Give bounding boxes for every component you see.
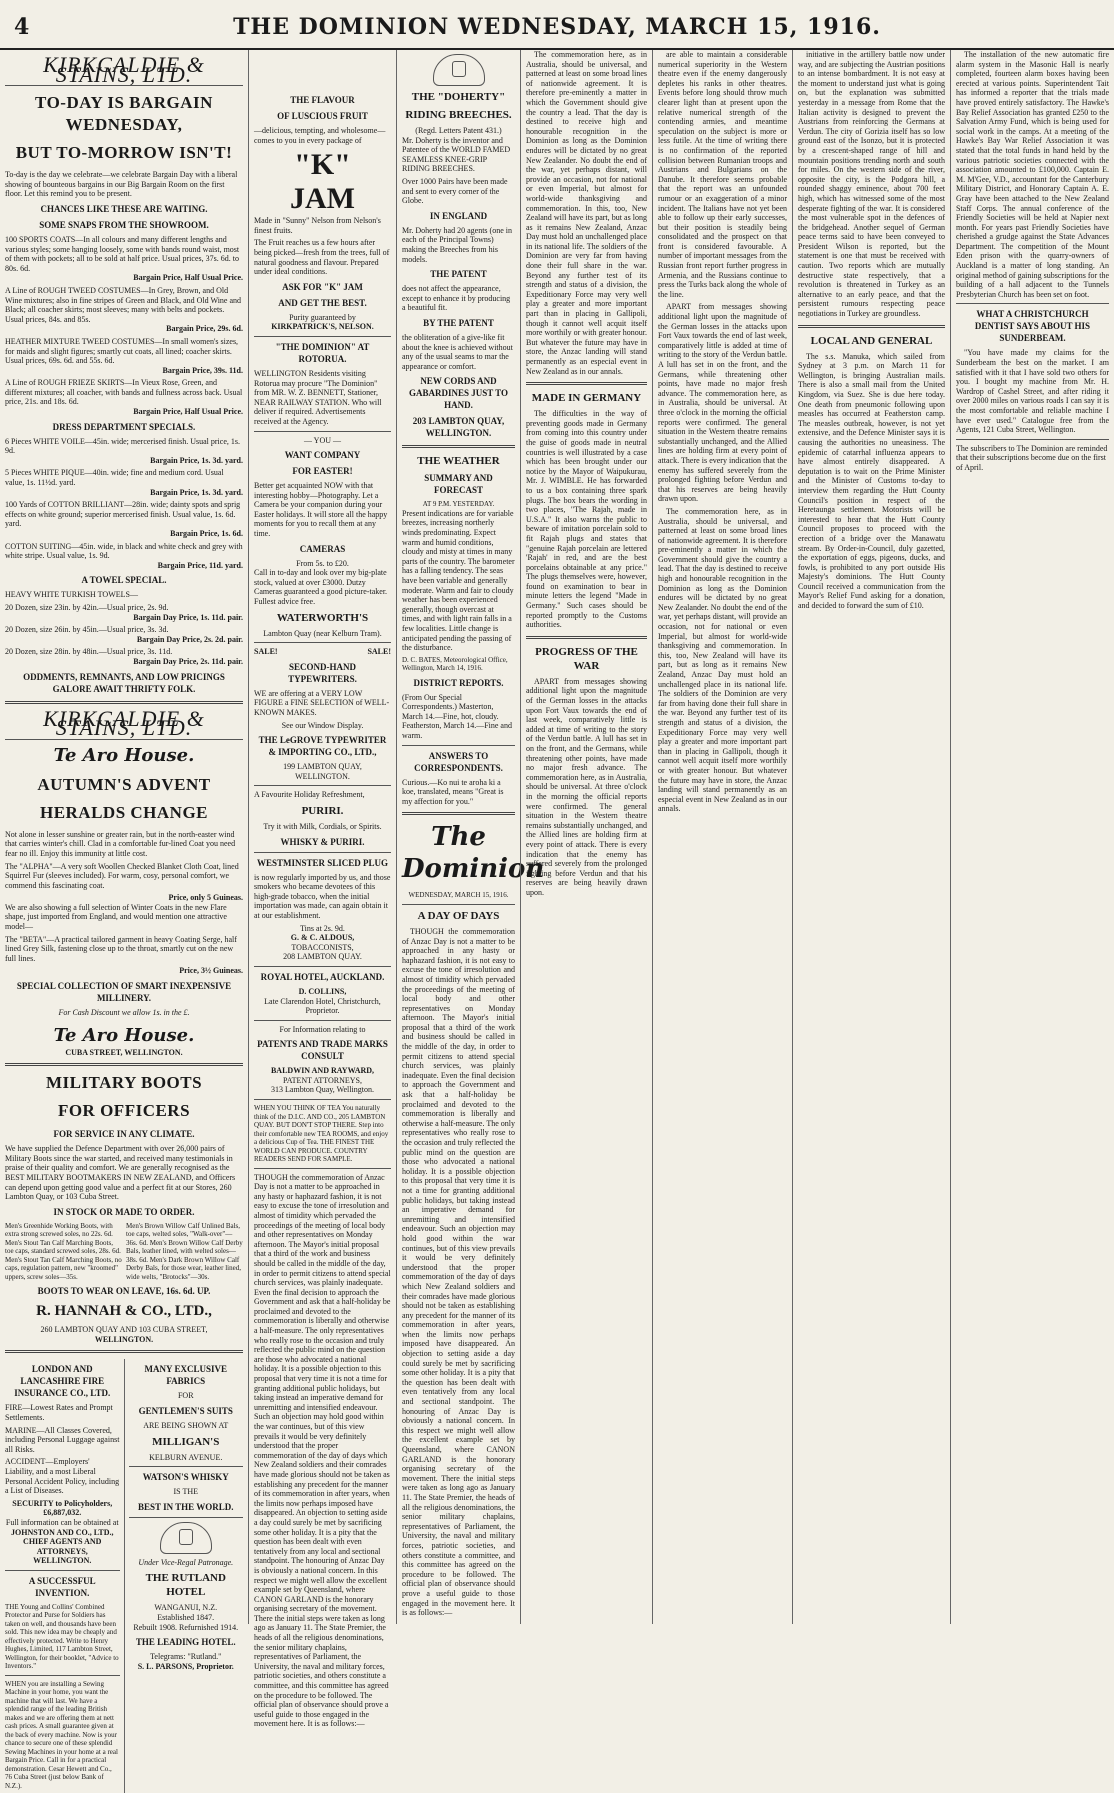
war-text: APART from messages showing additional light upon the magnitude of the German losses in the attacks upon Fort Vaux towards the end of last week, comparatively little is added at time of writing to the story of the Verdun battle. A lull has set in on the front, and the Germans, while threatening other points, have made no major fresh advance. The commemoration here, as in Australia, should be universal. At three o'clock in the morning the official reports were confirmed. The general situation in the Western theatre remains substantially unchanged, and the Allied lines are holding firm at every point of attack. There is every indication that the enemy has suffered severely from the prolonged fighting before Verdun and that his reserves are being heavily drawn upon. — [526, 676, 647, 897]
day-of-days-continued: THOUGH the commemoration of Anzac Day is not a matter to be approached in any hasty or haphazard fashion, it is not easy to excuse the tone of irresolution and almost of timidity which pervaded the proceedings of the meeting of local body and other representatives on Monday afternoon. The Mayor's initial proposal that a third of the work and business should be called in the middle of the day, in order to permit citizens to attend special church services, was plainly inadequate. Even the final decision to approach the Government and ask that a half-holiday be proclaimed and devoted to the commemoration is liberally and otherwise a half-measure. The only representatives who really rose to the occasion and truly reflected the public mind on the question are those who advocated a national holiday. It is a possible objection to this proposal that very time it is not a time for granting additional public holidays, but taking instead an imperative demand for unremitting and intensified endeavour. Such an objection may hold good within the war continues, but of this view prevails it would be very definitely understood that the proper commemoration of the day of days which New Zealand soldiers and their comrades have made glorious should not be taken as establishing any precedent for the manner of its commemoration in after years, when the limits now perhaps imposed have disappeared. An objection to setting aside a day could surely be met by sacrificing some other holiday. It is a pity that the question has been dealt with even tentatively from any local and sectional standpoint. The honouring of Anzac Day is obviously a national concern. In this respect we might well allow the excellent example set by Queensland, where CANON GARLAND is the honorary organising secretary of the movement. There the initial steps were taken as long ago as January 11. The State Premier, the heads of all the religious denominations, the senior military chaplains, representatives of Parliament, the University, the naval and military forces, patriotic societies, and others constitute a committee, and this committee has agreed on the procedure to be followed. The official plan of observance should prove a useful guide to those engaged in the movement here. It is as follows:— — [254, 1172, 391, 1729]
fabrics-line-3: GENTLEMEN'S SUITS — [138, 1406, 233, 1417]
breeches-by: BY THE PATENT — [423, 317, 494, 328]
arohouse-firm: KIRKCALDIE & STAINS, LTD. — [43, 705, 205, 741]
typewriters-text: WE are offering at a VERY LOW FIGURE a FINE SELECTION of WELL-KNOWN MAKES. — [254, 688, 390, 717]
autumn-p4-price: Price, 3½ Guineas. — [179, 966, 243, 976]
dress-item: 100 Yards of COTTON BRILLIANT—28in. wide; dainty spots and sprig effects on white ground; superior mercerised finish. Usual value, 1s. 6d. yard. Bargain Price, 1s. 6d. — [5, 500, 243, 538]
breeches-title-2: RIDING BREECHES. — [405, 109, 512, 121]
war-continued-repeat: APART from messages showing additional light upon the magnitude of the German losses in the attacks upon Fort Vaux towards the end of last week, comparatively little is added at time of writing to the story of the Verdun battle. A lull has set in on the front, and the Germans, while threatening other points, have made no major fresh advance. The commemoration here, as in Australia, should be universal. At three o'clock in the morning the official reports were confirmed. The general situation in the Western theatre remains substantially unchanged, and the Allied lines are holding firm at every point of attack. There is every indication that the enemy has suffered severely from the prolonged fighting before Verdun and that his reserves are being heavily drawn upon. — [658, 302, 787, 504]
puriri-try: Try it with Milk, Cordials, or Spirits. — [263, 821, 382, 831]
column-kirkcaldie — [0, 50, 248, 1790]
breeches-patent-head: THE PATENT — [430, 269, 487, 280]
correspondents-text: Curious.—Ko nui te aroha ki a koe, translated, means "Great is my affection for you." — [402, 777, 504, 806]
bargain-headline-2: BUT TO-MORROW ISN'T! — [15, 143, 233, 163]
breeches-england: IN ENGLAND — [429, 210, 488, 221]
hannah-address: 260 LAMBTON QUAY AND 103 CUBA STREET, — [40, 1325, 208, 1335]
puriri-name: PURIRI. — [301, 804, 344, 817]
typewriters-head: SECOND-HAND TYPEWRITERS. — [288, 661, 357, 684]
masthead — [0, 0, 1114, 50]
discount-line: For Cash Discount we allow 1s. in the £. — [58, 1008, 190, 1018]
puriri-combo: WHISKY & PURIRI. — [280, 836, 365, 847]
autumn-p4: The "BETA"—A practical tailored garment in heavy Coating Serge, half lined Grey Silk, fastening close up to the throat, smartly cut on the new full lines. — [5, 934, 237, 963]
local-text: The s.s. Manuka, which sailed from Sydney at 3 p.m. on March 11 for Wellington, is bringing Australian mails. There is also a small mail from the United Kingdom, via Suez. She is due here today. One death from pneumonic following upon measles has occurred at Featherston camp. The measles outbreak, however, is not yet extensive, and the Defence Minister says it is causing the authorities no uneasiness. The epidemic of catarrhal influenza appears to have almost entirely disappeared. A deputation is to wait on the Prime Minister and the Minister of Customs to-day to interview them regarding the Hutt County Council's position in respect of the Heretaunga settlement. Motorists will be interested to hear that the Hutt County Council proposes to proceed with the erection of a bridge over the Manawatu stream. By Order-in-Council, duly gazetted, the exportation of eggs, pigeons, ducks, and fowls, is prohibited to any port outside His Majesty's dominions. The Hutt County Council received a communication from the Mayor's Relief Fund asking for a donation, and decided to forward the sum of £10. — [798, 351, 945, 611]
westminster-price: Tins at 2s. 9d. — [300, 923, 345, 933]
breeches-p1: Mr. Doherty is the inventor and Patentee of the WORLD FAMED SEAMLESS KNEE-GRIP RIDING BREECHES. — [402, 135, 511, 174]
waterworth-address: Lambton Quay (near Kelburn Tram). — [263, 628, 382, 638]
arohouse-address: CUBA STREET, WELLINGTON. — [65, 1047, 183, 1057]
day-of-days-head: A DAY OF DAYS — [417, 909, 500, 922]
aldous-firm: G. & C. ALDOUS, — [290, 933, 355, 943]
typewriters-window: See our Window Display. — [281, 720, 364, 730]
weather-head: THE WEATHER — [417, 455, 500, 468]
general-news-text: The installation of the new automatic fire alarm system in the Masonic Hall is nearly completed, fourteen alarm boxes having been erected at various points. Superintendent Tait has informed a reporter that the trials made have proved entirely satisfactory. The Hawke's Bay Relief Association has granted £250 to the Salvation Army Fund, which is being used for social work in the camps. At a meeting of the Hawke's Bay War Relief Association it was stated that the total funds in hand held by the various patriotic societies connected with the association amounted to £100,000. Captain E. M. M'Gee, V.D., accountant for the Canterbury Military District, and Honorary Captain A. E. Gray have been attached to the New Zealand Staff Corps. The annual conference of the Friendly Societies will be held at Napier next month. For years past Friendly Societies have cherished a grudge against the State Advances Department. The competition of the Mount Eden prison with the quarry-owners of Auckland is a matter of long standing. An original method of gaining subscriptions for the building of a hall adjacent to the Tunnels Presbyterian Church has been set on foot. — [956, 50, 1109, 299]
column-general-news — [950, 50, 1114, 1624]
towel-item: 20 Dozen, size 26in. by 45in.—Usual price, 3s. 3d. Bargain Day Price, 2s. 2d. pair. — [5, 625, 243, 644]
company-title-1: WANT COMPANY — [284, 450, 361, 461]
sewing-text: WHEN you are installing a Sewing Machine in your home, you want the machine that will last. We have a splendid range of the leading British makes and we are offering them at nett cash prices. A small guarantee given at the back of every machine. Now is your chance to secure one of these splendid Sewing Machines in your home at a real Bargain Price. Call in for a practical demonstration. Cesar Hewett and Co., 76 Cuba Street (just below Bank of N.Z.). — [5, 1679, 118, 1790]
dominion-title: The Dominion — [402, 822, 545, 885]
bargain-item: A Line of ROUGH TWEED COSTUMES—In Grey, Brown, and Old Wine mixtures; also in fine stripes of Green and Black, and Old Wine and Black; all coacher skirts; most sleeves; many with belts and pockets. Usual prices, 84s. and 85s. Bargain Price, 29s. 6d. — [5, 285, 243, 334]
chances-line: CHANCES LIKE THESE ARE WAITING. — [40, 203, 208, 214]
jam-ask-2: AND GET THE BEST. — [278, 297, 367, 308]
autumn-p3: We are also showing a full selection of Winter Coats in the new Flare shape, just imported from England, and would mention one attractive model— — [5, 902, 227, 932]
towel-head: A TOWEL SPECIAL. — [81, 575, 167, 586]
boots-sub: FOR SERVICE IN ANY CLIMATE. — [53, 1129, 195, 1140]
aldous-role: TOBACCONISTS, — [291, 942, 354, 952]
autumn-p2-price: Price, only 5 Guineas. — [168, 893, 243, 903]
fabrics-line-1: MANY EXCLUSIVE FABRICS — [144, 1364, 227, 1387]
legrove-city: WELLINGTON. — [295, 771, 350, 781]
cameras-price: From 5s. to £20. — [296, 558, 349, 568]
insurance-accident: ACCIDENT—Employers' Liability, and a most Liberal Personal Accident Policy, including a List of Diseases. — [5, 1457, 120, 1496]
royal-hotel-name: ROYAL HOTEL, AUCKLAND. — [260, 971, 385, 982]
boots-intro: We have supplied the Defence Department with over 26,000 pairs of Military Boots since the war started, and received many testimonials in praise of their quality and comfort. We are generally recognised as the BEST MILITARY BOOTMAKERS IN NEW ZEALAND, and Officers can depend upon getting good value and a perfect fit at our Stores, 260 Lambton Quay, or 103 Cuba Street. — [5, 1144, 236, 1202]
legrove-firm: THE LeGROVE TYPEWRITER & IMPORTING CO., LTD., — [258, 735, 387, 758]
insurance-ad — [5, 1359, 120, 1793]
bottom-ads — [5, 1359, 243, 1793]
column-commentary — [520, 50, 652, 1624]
rutland-rebuilt: Rebuilt 1908. Refurnished 1914. — [133, 1622, 239, 1632]
rutland-name: THE RUTLAND HOTEL — [145, 1572, 226, 1599]
jam-word: JAM — [290, 182, 355, 216]
rutland-leading: THE LEADING HOTEL. — [135, 1637, 236, 1648]
arohouse-title-2: Te Aro House. — [53, 1024, 195, 1046]
dress-item: 6 Pieces WHITE VOILE—45in. wide; mercerised finish. Usual price, 1s. 9d. Bargain Price, 1s. 3d. yard. — [5, 436, 243, 465]
patents-info: For Information relating to — [279, 1024, 366, 1034]
rutland-patronage: Under Vice-Regal Patronage. — [138, 1557, 234, 1567]
boots-left-list: Men's Greenhide Working Boots, with extra strong screwed soles, no 22s. 6d. Men's Stout Tan Calf Marching Boots, toe caps, standard screwed soles, 28s. 6d. Men's Stout Tan Calf Marching Boots, no caps, regulation pattern, new "kroomed" uppers, screw soles—35s. — [5, 1221, 122, 1281]
dress-head: DRESS DEPARTMENT SPECIALS. — [52, 421, 196, 432]
patents-address: 313 Lambton Quay, Wellington. — [271, 1085, 374, 1095]
autumn-p1: Not alone in lesser sunshine or greater rain, but in the north-easter wind that carries winter's chill. Clad in a comfortable fur-lined Coat you need fear no ill. Enjoy this immunity at little cost. — [5, 829, 236, 858]
bargain-headline-1: TO-DAY IS BARGAIN WEDNESDAY, — [35, 93, 213, 135]
column-war-continued — [652, 50, 792, 1624]
patents-role: PATENT ATTORNEYS, — [283, 1075, 362, 1085]
germany-head: MADE IN GERMANY — [531, 392, 642, 405]
subscribers-notice: The subscribers to The Dominion are reminded that their subscriptions become due on the first of April. — [956, 443, 1108, 472]
rutland-telegrams: Telegrams: "Rutland." — [150, 1652, 222, 1662]
weather-sub: SUMMARY AND FORECAST — [424, 473, 493, 496]
breeches-p2: Over 1000 Pairs have been made and sent to every corner of the Globe. — [402, 176, 508, 206]
insurance-fire: FIRE—Lowest Rates and Prompt Settlements. — [5, 1403, 113, 1423]
westminster-text: is now regularly imported by us, and those smokers who became devotees of this high-grade tobacco, when the initial importation was made, can again obtain it at our establishment. — [254, 872, 391, 920]
breeches-stock: NEW CORDS AND GABARDINES JUST TO HAND. — [408, 376, 509, 411]
cyclist-text: "You have made my claims for the Sunderbeam the best on the market. I am satisfied with it that I have sold two others for you. I bought my machine from Mr. H. Wardrop of Cashel Street, and after riding it over 2000 miles on various roads I can say it is the most comfortable and reliable machine I have ever used." Catalogue free from the Agents, 121 Cuba Street, Wellington. — [956, 348, 1109, 435]
royal-late: Late Clarendon Hotel, Christchurch, Proprietor. — [264, 996, 381, 1016]
dress-item: COTTON SUITING—45in. wide, in black and white check and grey with white stripe. Usual value, 1s. 9d. Bargain Price, 11d. yard. — [5, 541, 243, 570]
bargain-intro: To-day is the day we celebrate—we celebrate Bargain Day with a liberal showing of bounteous bargains in our Big Bargain Room on the first floor. Let this remind you to be present. — [5, 170, 238, 199]
reports-text: (From Our Special Correspondents.) Masterton, March 14.—Fine, hot, cloudy. Featherston, March 14.—Fine and warm. — [402, 692, 512, 741]
weather-time: AT 9 P.M. YESTERDAY. — [422, 500, 495, 509]
sale-label-right: SALE! — [367, 647, 391, 657]
royal-owner: D. COLLINS, — [298, 986, 347, 996]
newspaper-title: THE DOMINION WEDNESDAY, MARCH 15, 1916. — [233, 14, 881, 40]
westminster-title: WESTMINSTER SLICED PLUG — [256, 857, 389, 868]
jam-sub: —delicious, tempting, and wholesome—comes to you in every package of — [254, 126, 386, 145]
snaps-line: SOME SNAPS FROM THE SHOWROOM. — [39, 219, 209, 230]
weather-signed: D. C. BATES, Meteorological Office, Wellington, March 14, 1916. — [402, 655, 508, 673]
reports-head: DISTRICT REPORTS. — [413, 677, 504, 688]
invention-head: A SUCCESSFUL INVENTION. — [28, 1575, 96, 1598]
bargain-item: A Line of ROUGH FRIEZE SKIRTS—In Vieux Rose, Green, and different mixtures; all coacher, with bands and fullness across back. Usual price, 21s. and 18s. 6d. Bargain Price, Half Usual Price. — [5, 378, 243, 417]
column-gorizia-local — [792, 50, 950, 1624]
invention-text: THE Young and Collins' Combined Protector and Purse for Soldiers has taken on well, and thousands have been sold. This new idea may be cheaply and effectively protected. Write to Henry Hughes, Limited, 117 Lambton Street, Wellington, for their booklet, "Advice to Inventors." — [5, 1602, 119, 1671]
whisky-line-3: BEST IN THE WORLD. — [137, 1501, 234, 1512]
kirkcaldie-name: KIRKCALDIE & STAINS, LTD. — [43, 52, 205, 87]
towel-item: 20 Dozen, size 23in. by 42in.—Usual price, 2s. 9d. Bargain Day Price, 1s. 11d. pair. — [5, 602, 243, 622]
local-head: LOCAL AND GENERAL — [810, 334, 933, 347]
hannah-city: WELLINGTON. — [94, 1334, 154, 1344]
boots-right-list: Men's Brown Willow Calf Unlined Bals, toe caps, welted soles, "Walk-over"—36s. 6d. Men's Brown Willow Calf Derby Bals, leather lined, with welted soles—38s. 6d. Men's Dark Brown Willow Calf Derby Bals, for those wear, leather lined, wide welts, "Brotocks"—30s. — [126, 1221, 243, 1281]
patents-firm: BALDWIN AND RAYWARD, — [270, 1066, 375, 1076]
cameras-head: CAMERAS — [299, 543, 346, 554]
rotorua-text: WELLINGTON Residents visiting Rotorua may procure "The Dominion" from MR. W. Z. BENNETT, Stationer, NEAR RAILWAY STATION. Who will deliver if required. Advertisements received at the Agency. — [254, 368, 382, 426]
autumn-p2: The "ALPHA"—A very soft Woollen Checked Blanket Cloth Coat, lined Squirrel Fur (sleeves included). For warm, cosy, personal comfort, we commend this fascinating coat. — [5, 861, 239, 890]
boots-headline-1: MILITARY BOOTS — [45, 1073, 203, 1093]
sale-label-left: SALE! — [254, 647, 278, 657]
rutland-proprietor: S. L. PARSONS, Proprietor. — [137, 1661, 234, 1671]
hannah-firm: R. HANNAH & CO., LTD., — [36, 1303, 212, 1320]
breeches-p3: Mr. Doherty had 20 agents (one in each of the Principal Towns) making the Breeches from his models. — [402, 225, 512, 264]
fabrics-line-4: ARE BEING SHOWN AT — [143, 1421, 229, 1431]
whisky-line-2: IS THE — [173, 1487, 199, 1497]
autumn-headline-2: HERALDS CHANGE — [39, 802, 209, 822]
war-continued-text: are able to maintain a considerable numerical superiority in the Western theatre even if the enemy dangerously depletes his ranks in other theatres. Events before long should throw much clearer light than at present upon the relative numerical strength of the contending armies, and meantime speculation on the subject is more or less futile. At the time of writing there is no confirmation of the reported collision between Rumanian troops and Austrians and Bulgarians on the Danube. It therefore seems probable that the report was an unfounded rumour or an exaggeration of a minor incident. The Italians have not yet been able to follow up their early successes, but their position is steadily being consolidated and the prospect on that front is considered favourable. A number of important messages from the Russian front report further progress in Armenia, and the Russians continue to press the Turks back along the whole of the line. — [658, 50, 787, 299]
royal-crest-icon — [433, 54, 485, 86]
dress-item: 5 Pieces WHITE PIQUE—40in. wide; fine and medium cord. Usual value, 1s. 11½d. yard. Bargain Price, 1s. 3d. yard. — [5, 468, 243, 497]
bargain-item: 100 SPORTS COATS—In all colours and many different lengths and various styles; some hanging loosely, some with bands round waist, most of them with pockets; all to be sold at half price. Usual prices, 37s. 6d. to 80s. 6d. Bargain Price, Half Usual Price. — [5, 234, 243, 283]
boots-lists — [5, 1222, 243, 1282]
insurance-city: WELLINGTON. — [33, 1556, 92, 1566]
aldous-address: 208 LAMBTON QUAY. — [283, 952, 362, 962]
insurance-agents: JOHNSTON AND CO., LTD., — [11, 1527, 114, 1537]
boots-leave: BOOTS TO WEAR ON LEAVE, 16s. 6d. UP. — [37, 1286, 211, 1297]
column-editorial — [396, 50, 545, 1624]
rutland-city: WANGANUI, N.Z. — [154, 1603, 218, 1613]
jam-letter: "K" — [294, 148, 351, 182]
sale-row — [254, 647, 391, 657]
puriri-intro: A Favourite Holiday Refreshment, — [254, 790, 365, 800]
fabrics-line-2: FOR — [177, 1391, 194, 1401]
boots-headline-2: FOR OFFICERS — [57, 1101, 191, 1121]
dress-items — [5, 437, 243, 571]
cameras-call: Call in to-day and look over my big-plate stock, valued at over £3000. Dutzy Cameras guaranteed a good picture-taker. Fullest advice free. — [254, 568, 388, 607]
company-text: Better get acquainted NOW with that interesting hobby—Photography. Let a Camera be your companion during your Easter holidays. It will store all the happy moments for you to recall them at any time. — [254, 481, 388, 539]
patents-title: PATENTS AND TRADE MARKS CONSULT — [257, 1039, 388, 1062]
bargain-item: HEATHER MIXTURE TWEED COSTUMES—In small women's sizes, for maids and slight figures; smartly cut coats, all lined; coacher skirts. Usual prices, 69s. 6d. and 55s. 6d. Bargain Price, 39s. 11d. — [5, 336, 243, 375]
breeches-p5: the obliteration of a give-like fit about the knee is achieved without any of the usual seams to mar the appearance or comfort. — [402, 332, 513, 371]
jam-maker: KIRKPATRICK'S, NELSON. — [271, 322, 374, 332]
arohouse-title: Te Aro House. — [53, 744, 195, 766]
boots-stock: IN STOCK OR MADE TO ORDER. — [53, 1206, 195, 1217]
jam-title-2: OF LUSCIOUS FRUIT — [277, 111, 368, 121]
jam-p1: Made in "Sunny" Nelson from Nelson's finest fruits. — [254, 216, 381, 235]
war-head: PROGRESS OF THE WAR — [535, 645, 638, 672]
cyclist-head: WHAT A CHRISTCHURCH DENTIST SAYS ABOUT HIS SUNDERBEAM. — [974, 309, 1091, 344]
legrove-address: 199 LAMBTON QUAY, — [283, 762, 362, 772]
commemoration-text: The commemoration here, as in Australia, should be universal, and patterned at least on some broad lines of nationwide agreement. It is therefore pre-eminently a matter in which the Government should give the country a lead. That the day is destined to receive high and honourable recognition in the Dominion as long as the Dominion endures will be dictated by no great New Zealander. No doubt the end of the war, yet perhaps distant, will provide an occasion, not for national or even Imperial, but almost for world-wide thanksgiving and commemoration. In this, too, New Zealand will have its part, but as long as it remains New Zealand, Anzac Day must hold an unchallenged place in its national life. The soldiers of the Dominion are very far from having done their full share in the war. Beyond any further test of its strength and status of a division, the Expeditionary Force may very well play a greater and more important part than in placing in Gallipoli, though it cannot well acquit itself more worthily or with greater honour. But whatever the future may have in store, the Anzac landing will stand permanently as an especial event in New Zealand as in our annals. — [526, 50, 647, 376]
whisky-line-1: WATSON'S WHISKY — [142, 1472, 229, 1483]
insurance-security: SECURITY to Policyholders, £6,887,032. — [12, 1498, 113, 1518]
company-title-2: FOR EASTER! — [292, 466, 353, 477]
coat-of-arms-icon — [160, 1522, 212, 1554]
company-rule-label: — YOU — — [303, 435, 342, 445]
fabrics-line-6: KELBURN AVENUE. — [149, 1452, 223, 1462]
commemoration-repeat: The commemoration here, as in Australia, should be universal, and patterned at least on some broad lines of nationwide agreement. It is therefore pre-eminently a matter in which the Government should give the country a lead. That the day is destined to receive high and honourable recognition in the Dominion as long as the Dominion endures will be dictated by no great New Zealander. No doubt the end of the war, yet perhaps distant, will provide an occasion, not for national or even Imperial, but almost for world-wide thanksgiving and commemoration. In this, too, New Zealand will have its part, but as long as it remains New Zealand, Anzac Day must hold an unchallenged place in its national life. The soldiers of the Dominion are very far from having done their full share in the war. Beyond any further test of its strength and status of a division, the Expeditionary Force may very well play a greater and more important part than in placing in Gallipoli, though it cannot well acquit itself more worthily or with greater honour. But whatever the future may have in store, the Anzac landing will stand permanently as an especial event in New Zealand as in our annals. — [658, 506, 787, 814]
towel-intro: HEAVY WHITE TURKISH TOWELS— — [5, 590, 138, 600]
insurance-info: Full information can be obtained at — [5, 1518, 119, 1527]
jam-p2: The Fruit reaches us a few hours after being picked—fresh from the trees, full of natural goodness and flavour. Prepared under ideal conditions. — [254, 238, 390, 277]
insurance-marine: MARINE—All Classes Covered, including Personal Luggage against all Risks. — [5, 1425, 120, 1454]
fabrics-column — [124, 1359, 244, 1793]
page-number: 4 — [14, 14, 30, 40]
column-small-ads — [248, 50, 396, 1729]
jam-ask-1: ASK FOR "K" JAM — [282, 281, 363, 292]
autumn-headline-1: AUTUMN'S ADVENT — [37, 774, 211, 794]
insurance-title: LONDON AND LANCASHIRE FIRE INSURANCE CO., LTD. — [14, 1364, 111, 1399]
breeches-address: 203 LAMBTON QUAY, WELLINGTON. — [412, 416, 505, 439]
dominion-date: WEDNESDAY, MARCH 15, 1916. — [408, 891, 509, 900]
bargain-items — [5, 235, 243, 417]
tea-text: WHEN YOU THINK OF TEA You naturally think of the D.I.C. AND CO., 205 LAMBTON QUAY. BUT DON'T STOP THERE. Step into their comfortable new TEA ROOMS, and enjoy a delicious Cup of Tea. THE FINEST THE WORLD CAN PRODUCE. COUNTRY READERS SEND FOR SAMPLE. — [254, 1104, 389, 1164]
rotorua-title: "THE DOMINION" AT ROTORUA. — [275, 341, 370, 364]
waterworth-firm: WATERWORTH'S — [276, 611, 369, 624]
oddments-line: ODDMENTS, REMNANTS, AND LOW PRICINGS GALORE AWAIT THRIFTY FOLK. — [23, 671, 225, 694]
correspondents-head: ANSWERS TO CORRESPONDENTS. — [414, 750, 503, 773]
breeches-patent: (Regd. Letters Patent 431.) — [415, 126, 502, 135]
breeches-title-1: THE "DOHERTY" — [411, 91, 506, 103]
jam-purity: Purity guaranteed by — [289, 312, 356, 322]
towel-item: 20 Dozen, size 28in. by 48in.—Usual price, 3s. 11d. Bargain Day Price, 2s. 11d. pair. — [5, 647, 243, 666]
breeches-p4: does not affect the appearance, except to enhance it by producing a beautiful fit. — [402, 284, 511, 313]
rutland-established: Established 1847. — [157, 1613, 215, 1623]
jam-title-1: THE FLAVOUR — [290, 95, 355, 105]
fabrics-line-5: MILLIGAN'S — [152, 1435, 220, 1448]
millinery-line: SPECIAL COLLECTION OF SMART INEXPENSIVE MILLINERY. — [16, 981, 232, 1004]
weather-text: Present indications are for variable breezes, increasing northerly winds predominating. Expect warm and humid conditions, cloudy and misty at times in many parts of the country. The barometer has a falling tendency. The seas have been variable and generally moderate. Warm and fair to cloudy weather has been experienced generally, though overcast at times, and with light rain falls in a few localities. Little change is anticipated pending the passing of the disturbance. — [402, 508, 515, 653]
day-of-days-body: THOUGH the commemoration of Anzac Day is not a matter to be approached in any hasty or haphazard fashion, it is not easy to excuse the tone of irresolution and almost of timidity which pervaded the proceedings of the meeting of local body and other representatives on Monday afternoon. The Mayor's initial proposal that a third of the work and business should be called in the middle of the day, in order to permit citizens to attend special church services, was plainly inadequate. Even the final decision to approach the Government and ask that a half-holiday be proclaimed and devoted to the commemoration is liberally and otherwise a half-measure. The only representatives who really rose to the occasion and truly reflected the public mind on the question are those who advocated a national holiday. It is a possible objection to this proposal that very time it is not a time for granting additional public holidays, but taking instead an imperative demand for unremitting and intensified endeavour. Such an objection may hold good within the war continues, but of this view prevails it would be very definitely understood that the proper commemoration of the day of days which New Zealand soldiers and their comrades have made glorious should not be taken as establishing any precedent for the manner of its commemoration in after years, when the limits now perhaps imposed have disappeared. An objection to setting aside a day could surely be met by sacrificing some other holiday. It is a pity that the question has been dealt with even tentatively from any local and sectional standpoint. The honouring of Anzac Day is obviously a national concern. In this respect we might well allow the excellent example set by Queensland, where CANON GARLAND is the honorary organising secretary of the movement. There the initial steps were taken as long ago as January 11. The State Premier, the heads of all the religious denominations, the senior military chaplains, representatives of Parliament, the University, the naval and military forces, patriotic societies, and others constitute a committee, and this committee has agreed on the procedure to be followed. The official plan of observance should prove a useful guide to those engaged in the movement here. It is as follows:— — [402, 926, 515, 1618]
gorizia-text: initiative in the artillery battle now under way, and are subjecting the Austrian positions to an intense bombardment. It is not easy at the moment to understand just what is going on, but the explanation was submitted yesterday in a message from Rome that the Italian activity is designed to prevent the Austrians from reinforcing the Germans at Verdun. The city of Gorizia itself has so low ground east of the Isonzo, but it is protected by a crescent-shaped range of hill and mountain positions trending north and south for miles. On the western side of the river, opposite the city, is the Podgora hill, a rounded shaggy eminence, about 700 feet high, which has witnessed some of the most desperate fighting of the war. It is considered the most vulnerable spot in the defences of the bridgehead. Another sequel of German peace terms said to have been conveyed to President Wilson is reported, but the statement is one that must be received with caution. Two reports which are mutually destructive state respectively, that a revolution is threatened in Turkey as an alternative to an early peace, and that the persistent rumours respecting peace negotiations in Turkey are groundless. — [798, 50, 945, 319]
insurance-agents-2: CHIEF AGENTS AND ATTORNEYS, — [23, 1537, 102, 1556]
germany-text: The difficulties in the way of preventing goods made in Germany from coming into this country under the guise of goods made in neutral countries is well illustrated by a case which has been brought under our notice by the Mayor of Waipukurau, Mr. J. WIMBLE. He has forwarded to us a box containing three spark plugs. The box bears the wording in two places, "The Rajah, made in U.S.A." It also warns the public to beware of imitation porcelain sold to fit Rajah plugs and states that "genuine Rajah porcelain are lettered 'Rajah' in red, and are the best porcelains obtainable at any price." The plugs themselves were, however, found on examination to bear in minute letters the legend "Made in Germany." Such cases should be reported promptly to the Customs authorities. — [526, 409, 647, 630]
